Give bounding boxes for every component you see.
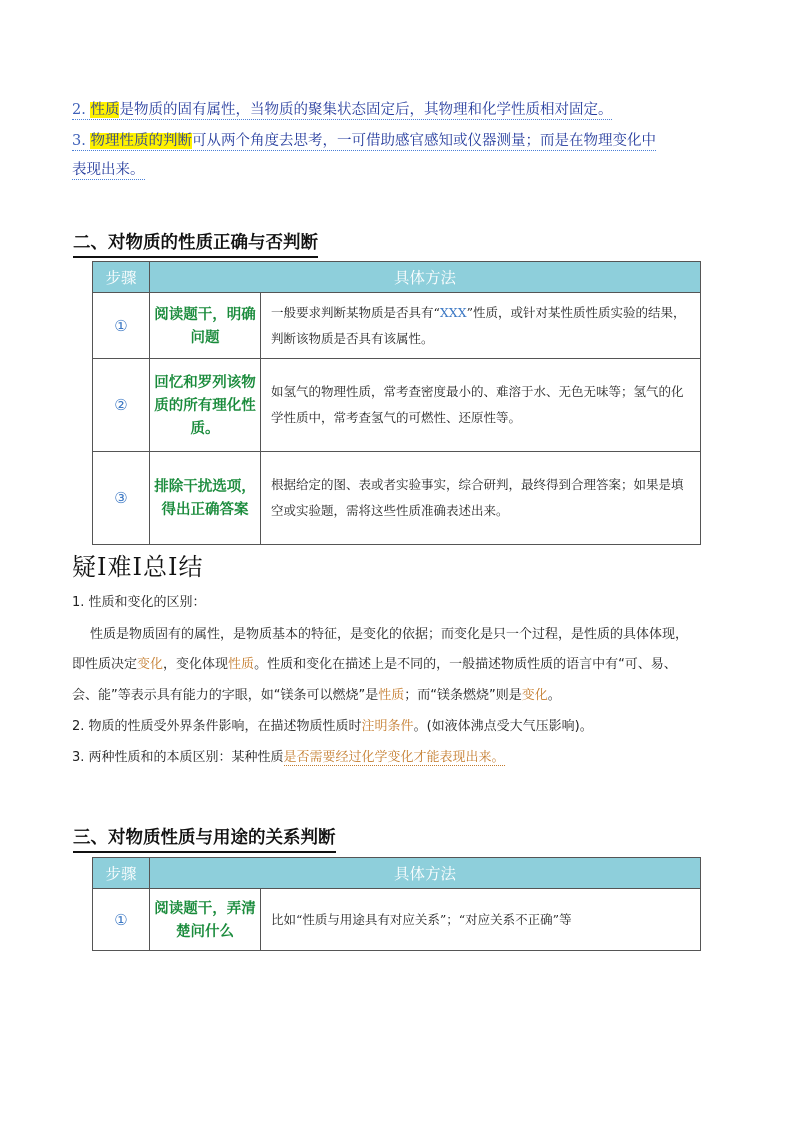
statement-3-number: 3. xyxy=(72,133,86,149)
statement-2-text: 是物质的固有属性，当物质的聚集状态固定后，其物理和化学性质相对固定。 xyxy=(119,102,613,118)
s3-row-1-action: 阅读题干，弄清楚问什么 xyxy=(150,889,261,951)
p1-b2: 变化 xyxy=(137,657,164,672)
table-row xyxy=(93,293,701,359)
summary-heading: 疑I难I总I结 xyxy=(72,553,204,581)
p2-a: 2. 物质的性质受外界条件影响，在描述物质性质时 xyxy=(72,719,362,734)
row-1-step: ① xyxy=(93,293,150,359)
table-row xyxy=(93,452,701,545)
p1-c4: 变化 xyxy=(521,688,548,703)
p1-b1: 即性质决定 xyxy=(72,657,138,672)
row-1-desc-a: 一般要求判断某物质是否具有“ xyxy=(271,304,440,320)
header-method: 具体方法 xyxy=(150,858,701,889)
header-step: 步骤 xyxy=(93,262,150,293)
row-2-action: 回忆和罗列该物质的所有理化性质。 xyxy=(150,359,261,452)
table-header-row xyxy=(93,858,701,889)
p1-c1: 会、能”等表示具有能力的字眼，如“镁条可以燃烧”是 xyxy=(72,688,379,703)
table-header-row xyxy=(93,262,701,293)
summary-point-3 xyxy=(72,743,732,773)
p2-c: 。(如液体沸点受大气压影响)。 xyxy=(413,719,593,734)
summary-point-1-line-c xyxy=(72,681,732,711)
statement-3-highlight: 物理性质的判断 xyxy=(90,133,192,149)
s3-row-1-description: 比如“性质与用途具有对应关系”；“对应关系不正确”等 xyxy=(261,889,701,951)
row-3-action: 排除干扰选项，得出正确答案 xyxy=(150,452,261,545)
p1-b4: 性质 xyxy=(228,657,255,672)
row-3-description: 根据给定的图、表或者实验事实，综合研判，最终得到合理答案；如果是填空或实验题，需将这些性质准确表述出来。 xyxy=(261,452,701,545)
statement-2 xyxy=(72,96,732,125)
statement-2-underline xyxy=(72,102,612,120)
p2-b: 注明条件 xyxy=(361,719,414,734)
row-1-action: 阅读题干，明确问题 xyxy=(150,293,261,359)
table-row xyxy=(93,359,701,452)
section-3-table xyxy=(92,857,701,951)
statement-3-text: 可从两个角度去思考，一可借助感官感知或仪器测量；而是在物理变化中 xyxy=(191,133,656,149)
section-2-table xyxy=(92,261,701,545)
p1-b3: ，变化体现 xyxy=(163,657,229,672)
statement-2-number: 2. xyxy=(72,102,86,118)
statement-2-highlight: 性质 xyxy=(90,102,120,118)
p3-a: 3. 两种性质和的本质区别：某种性质 xyxy=(72,750,284,765)
summary-point-2 xyxy=(72,712,732,742)
p1-c5: 。 xyxy=(547,688,561,703)
summary-point-1-label: 1. 性质和变化的区别： xyxy=(72,595,206,610)
p1-c2: 性质 xyxy=(378,688,405,703)
statement-3 xyxy=(72,127,732,185)
statement-3-line1 xyxy=(72,133,656,151)
statement-3-line2: 表现出来。 xyxy=(72,162,145,178)
summary-point-1-line-a: 性质是物质固有的属性，是物质基本的特征，是变化的依据；而变化是只一个过程，是性质的具体体现， xyxy=(90,627,689,642)
row-2-description: 如氢气的物理性质，常考查密度最小的、难溶于水、无色无味等；氢气的化学性质中，常考查氢气的可燃性、还原性等。 xyxy=(261,359,701,452)
p3-b: 是否需要经过化学变化才能表现出来。 xyxy=(283,750,505,765)
table-row xyxy=(93,889,701,951)
row-1-desc-b: ”性质，或针对某性质性质实验的结果，判断该物质是否具有该属性。 xyxy=(271,304,686,346)
p1-c3: ；而“镁条燃烧”则是 xyxy=(404,688,522,703)
header-step: 步骤 xyxy=(93,858,150,889)
s3-row-1-step: ① xyxy=(93,889,150,951)
row-1-desc-mark: XXX xyxy=(439,304,467,320)
section-2-title: 二、对物质的性质正确与否判断 xyxy=(73,232,318,258)
summary-point-1-line-b xyxy=(72,650,732,680)
p1-b5: 。性质和变化在描述上是不同的，一般描述物质性质的语言中有“可、易、 xyxy=(254,657,677,672)
header-method: 具体方法 xyxy=(150,262,701,293)
section-3-title: 三、对物质性质与用途的关系判断 xyxy=(73,827,336,853)
row-3-step: ③ xyxy=(93,452,150,545)
row-1-description xyxy=(261,293,701,359)
row-2-step: ② xyxy=(93,359,150,452)
